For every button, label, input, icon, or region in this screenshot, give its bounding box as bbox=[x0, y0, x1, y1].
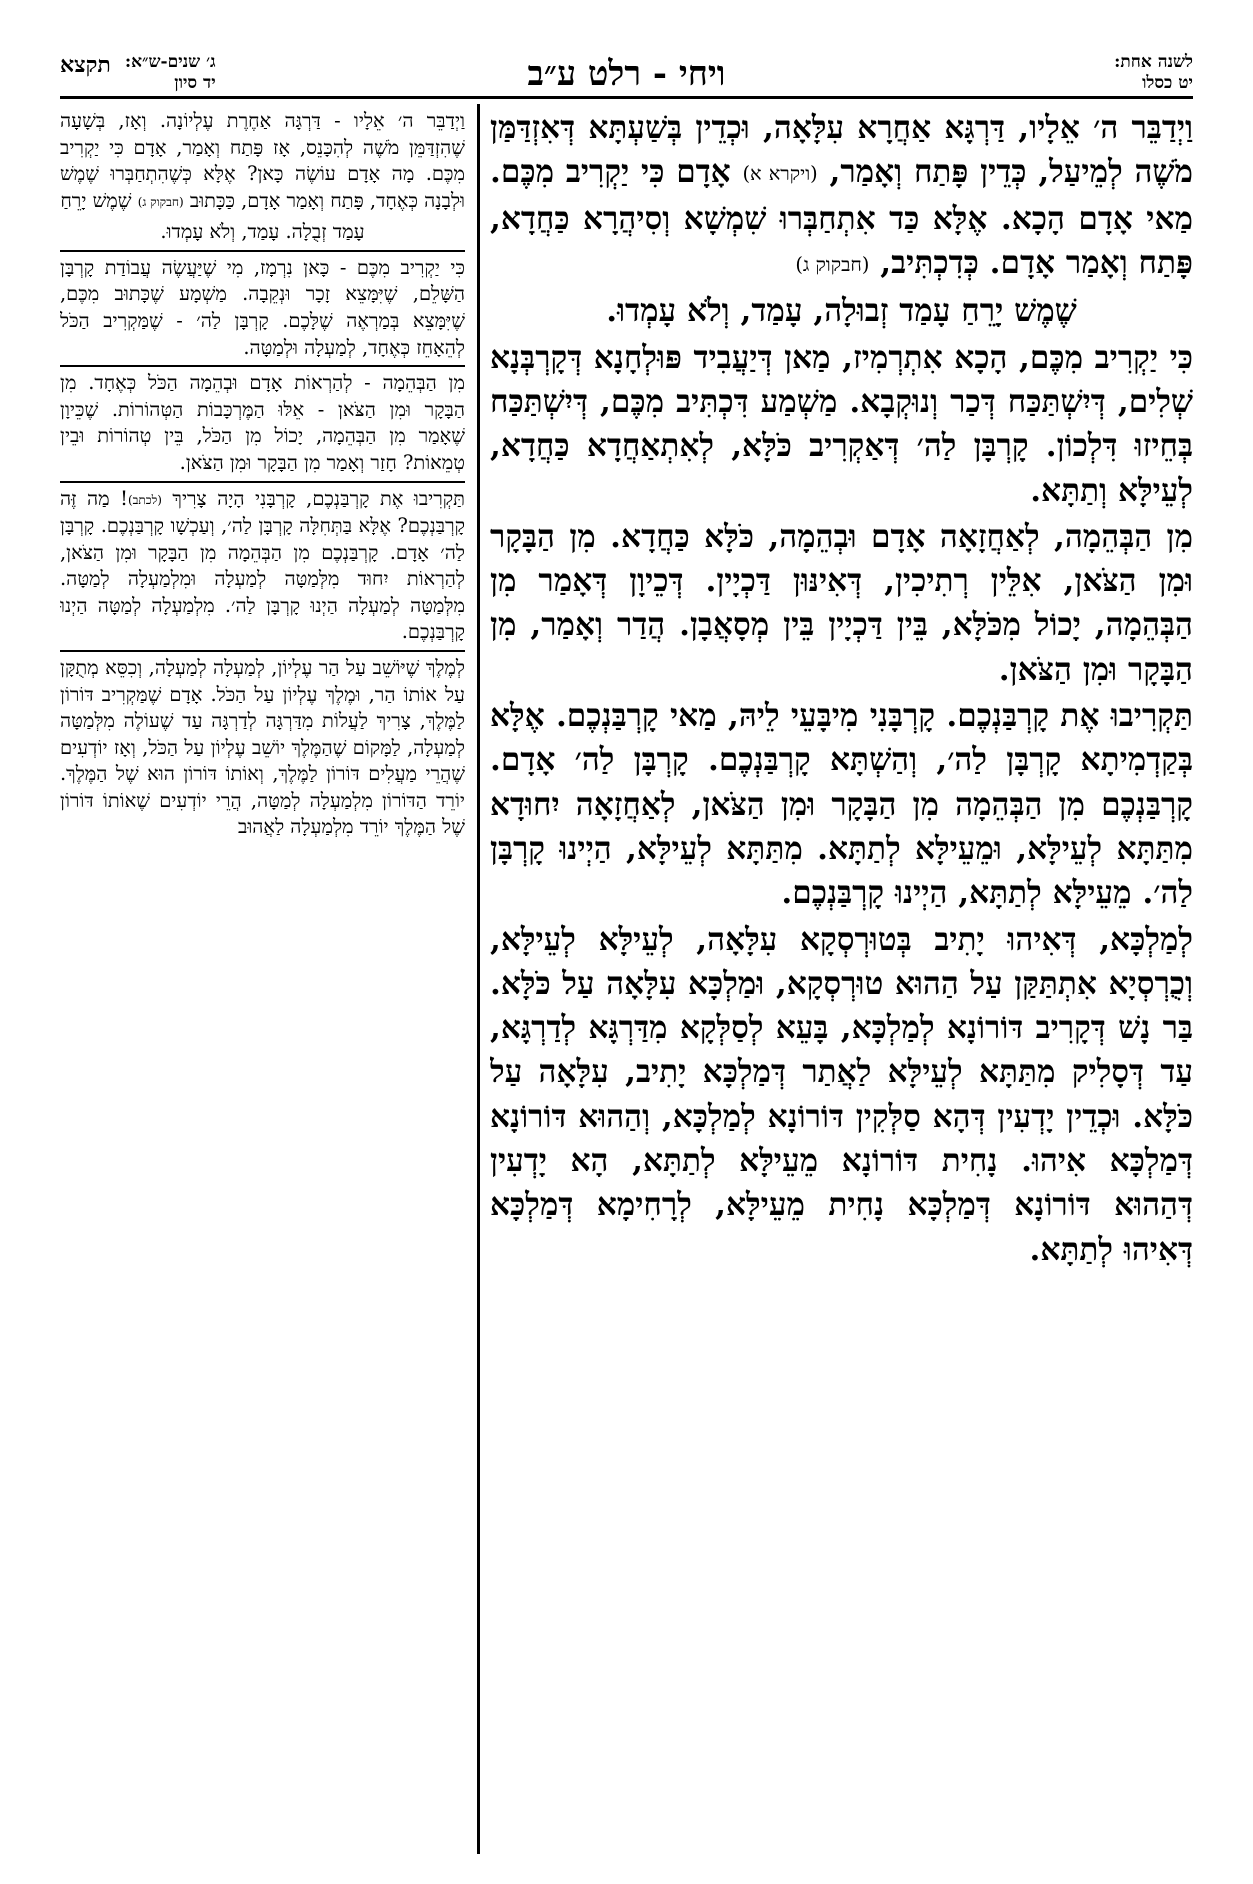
main-text: מִן הַבְּהֵמָה, לְאַחֲזָאָה אָדָם וּבְהֵמָה, כֹּלָּא כַּחֲדָא. מִן הַבָּקָר וּמִן הַצֹּאן, אִלֵּין רְתִיכִין, דְּאִינּוּן דַּכְיָין. דְּכֵיוָן דְּאָמַר מִן הַבְּהֵמָה, יָכוֹל מִכֹּלָּא, בֵּין דַּכְיָין בֵּין מְסָאֲבָן. הֲדַר וְאָמַר, מִן הַבָּקָר וּמִן הַצֹּאן. bbox=[490, 518, 1193, 688]
page-number: תקצא bbox=[60, 52, 111, 78]
translation-text: לְמֶלֶךְ שֶׁיּוֹשֵׁב עַל הַר עֶלְיוֹן, לְמַעְלָה לְמַעְלָה, וְכִסֵּא מְתֻקָּן עַל אוֹתוֹ הַר, וּמֶלֶךְ עֶלְיוֹן עַל הַכֹּל. אָדָם שֶׁמַּקְרִיב דּוֹרוֹן לַמֶּלֶךְ, צָרִיךְ לַעֲלוֹת מִדַּרְגָּה לְדַרְגָּה עַד שֶׁעוֹלֶה מִלְּמַטָּה לְמַעְלָה, לַמָּקוֹם שֶׁהַמֶּלֶךְ יוֹשֵׁב עֶלְיוֹן עַל הַכֹּל, וְאָז יוֹדְעִים שֶׁהֲרֵי מַעֲלִים דּוֹרוֹן לַמֶּלֶךְ, וְאוֹתוֹ דּוֹרוֹן הוּא שֶׁל הַמֶּלֶךְ. יוֹרֵד הַדּוֹרוֹן מִלְמַעְלָה לְמַטָּה, הֲרֵי יוֹדְעִים שֶׁאוֹתוֹ דּוֹרוֹן שֶׁל הַמֶּלֶךְ יוֹרֵד מִלְמַעְלָה לַאֲהוּב bbox=[60, 655, 465, 839]
main-text: לְמַלְכָּא, דְּאִיהוּ יָתִיב בְּטוּרְסְקָא עִלָּאָה, לְעֵילָּא לְעֵילָּא, וְכֻרְסְיָא אִתְתַּקַּן עַל הַהוּא טוּרְסְקָא, וּמַלְכָּא עִלָּאָה עַל כֹּלָּא. בַּר נָשׁ דְּקָרִיב דּוֹרוֹנָא לְמַלְכָּא, בָּעֵא לְסַלְּקָא מִדַּרְגָּא לְדַרְגָּא, עַד דְּסָלִיק מִתַּתָּא לְעֵילָּא לַאֲתַר דְּמַלְכָּא יָתִיב, עִלָּאָה עַל כֹּלָּא. וּכְדֵין יָדְעִין דְּהָא סַלְּקִין דּוֹרוֹנָא לְמַלְכָּא, וְהַהוּא דּוֹרוֹנָא דְּמַלְכָּא אִיהוּ. נָחִית דּוֹרוֹנָא מֵעֵילָּא לְתַתָּא, הָא יָדְעִין דְּהַהוּא דּוֹרוֹנָא דְּמַלְכָּא נָחִית מֵעֵילָּא, לְרָחִימָא דְּמַלְכָּא דְּאִיהוּ לְתַתָּא. bbox=[490, 921, 1193, 1268]
page-title: ויחי - רלט ע״ב bbox=[527, 54, 726, 94]
translation-text: שֶׁמֶשׁ יָרֵחַ bbox=[60, 188, 138, 212]
translation-paragraph bbox=[60, 250, 465, 361]
source-reference: (ויקרא א) bbox=[742, 162, 818, 186]
header-left-line2: יד סיון bbox=[174, 73, 216, 93]
source-reference: (לכתב) bbox=[127, 492, 162, 507]
main-paragraph bbox=[490, 289, 1193, 333]
main-text-column bbox=[490, 106, 1193, 1858]
main-paragraph bbox=[490, 106, 1193, 287]
translation-text: וַיְדַבֵּר ה׳ אֵלָיו - דַּרְגָּה אַחֶרֶת עֶלְיוֹנָה. וְאָז, בְּשָׁעָה שֶׁהִזְדַּמֵּן מֹשֶׁה לְהִכָּנֵס, אָז פָּתַח וְאָמַר, אָדָם כִּי יַקְרִיב מִכֶּם. מָה אָדָם עוֹשֶׂה כָּאן? אֶלָּא כְּשֶׁהִתְחַבְּרוּ שֶׁמֶשׁ וּלְבָנָה כְּאֶחָד, פָּתַח וְאָמַר אָדָם, כַּכָּתוּב bbox=[60, 109, 465, 212]
translation-text: ! מַה זֶּה קָרְבַּנְכֶם? אֶלָּא בַּתְּחִלָּה קָרְבָּן לַה׳, וְעַכְשָׁו קָרְבַּנְכֶם. קָרְבָּן לַה׳ אָדָם. קָרְבַּנְכֶם מִן הַבְּהֵמָה מִן הַבָּקָר וּמִן הַצֹּאן, לְהַרְאוֹת יִחוּד מִלְּמַטָּה לְמַעְלָה וּמִלְמַעְלָה לְמַטָּה. מִלְּמַטָּה לְמַעְלָה הַיְנוּ קָרְבָּן לַה׳. מִלְמַעְלָה לְמַטָּה הַיְנוּ קָרְבַּנְכֶם. bbox=[60, 486, 465, 644]
translation-paragraph bbox=[60, 650, 465, 841]
translation-text: מִן הַבְּהֵמָה - לְהַרְאוֹת אָדָם וּבְהֵמָה הַכֹּל כְּאֶחָד. מִן הַבָּקָר וּמִן הַצֹּאן - אֵלּוּ הַמֶּרְכָּבוֹת הַטְּהוֹרוֹת. שֶׁכֵּיוָן שֶׁאָמַר מִן הַבְּהֵמָה, יָכוֹל מִן הַכֹּל, בֵּין טְהוֹרוֹת וּבֵין טְמֵאוֹת? חָזַר וְאָמַר מִן הַבָּקָר וּמִן הַצֹּאן. bbox=[60, 371, 465, 474]
main-paragraph bbox=[490, 918, 1193, 1272]
translation-paragraph bbox=[60, 365, 465, 476]
header-right-line1: לשנה אחת: bbox=[1114, 52, 1193, 72]
source-reference: (חבקוק ג) bbox=[795, 253, 870, 277]
header-left-line1: ג׳ שנים-ש״א: bbox=[124, 52, 216, 72]
translation-paragraph bbox=[60, 481, 465, 646]
translation-paragraph bbox=[60, 108, 465, 215]
translation-column bbox=[60, 108, 465, 1858]
main-paragraph bbox=[490, 336, 1193, 513]
main-paragraph bbox=[490, 694, 1193, 915]
main-text: כִּי יַקְרִיב מִכֶּם, הָכָא אִתְרְמִיז, מַאן דְּיַעֲבִיד פּוּלְחָנָא דְּקָרְבְּנָא שְׁלִים, דְּיִשְׁתַּכַּח דְּכַר וְנוּקְבָא. מַשְׁמַע דִּכְתִּיב מִכֶּם, דְּיִשְׁתַּכַּח בְּחֵיזוּ דִּלְכוֹן. קָרְבָּן לַה׳ דְּאַקְרִיב כֹּלָּא, לְאִתְאַחֲדָא כַּחֲדָא, לְעֵילָּא וְתַתָּא. bbox=[490, 339, 1193, 509]
source-reference: (חבקוק ג) bbox=[137, 194, 184, 209]
translation-text: כִּי יַקְרִיב מִכֶּם - כָּאן נִרְמָז, מִי שֶׁיַּעֲשֶׂה עֲבוֹדַת קָרְבָּן הַשָּׁלֵם, שֶׁיִּמָּצֵא זָכָר וּנְקֵבָה. מַשְׁמָע שֶׁכָּתוּב מִכֶּם, שֶׁיִּמָּצֵא בְּמַרְאֶה שֶׁלָּכֶם. קָרְבָּן לַה׳ - שֶׁמַּקְרִיב הַכֹּל לְהֵאָחֵז כְּאֶחָד, לְמַעְלָה וּלְמַטָּה. bbox=[60, 255, 465, 359]
header-right-line2: יט כסלו bbox=[1142, 73, 1193, 93]
main-paragraph bbox=[490, 515, 1193, 692]
header-right-block bbox=[1114, 52, 1193, 94]
main-text: שֶׁמֶשׁ יָרֵחַ עָמַד זְבוּלָה, עָמַד, וְלֹא עָמְדוּ. bbox=[606, 293, 1077, 330]
translation-text: תַּקְרִיבוּ אֶת קָרְבַּנְכֶם, קָרְבָּנִי הָיָה צָרִיךְ bbox=[161, 486, 465, 510]
translation-text: עָמַד זְבֻלָה. עָמַד, וְלֹא עָמְדוּ. bbox=[160, 220, 365, 244]
main-text: וַיְדַבֵּר ה׳ אֵלָיו, דַּרְגָּא אַחֲרָא עִלָּאָה, וּכְדֵין בְּשַׁעְתָּא דְּאִזְדַּמַּן מֹשֶׁה לְמֵיעַל, כְּדֵין פָּתַח וְאָמַר, bbox=[490, 110, 1193, 191]
main-text: תַּקְרִיבוּ אֶת קָרְבַּנְכֶם. קָרְבָּנִי מִיבָּעֵי לֵיהּ, מַאי קָרְבַּנְכֶם. אֶלָּא בְּקַדְמִיתָא קָרְבָּן לַה׳, וְהַשְׁתָּא קָרְבַּנְכֶם. קָרְבָּן לַה׳ אָדָם. קָרְבַּנְכֶם מִן הַבְּהֵמָה מִן הַבָּקָר וּמִן הַצֹּאן, לְאַחֲזָאָה יִחוּדָא מִתַּתָּא לְעֵילָּא, וּמֵעֵילָּא לְתַתָּא. מִתַּתָּא לְעֵילָּא, הַיְינוּ קָרְבָּן לַה׳. מֵעֵילָּא לְתַתָּא, הַיְינוּ קָרְבַּנְכֶם. bbox=[490, 698, 1193, 912]
column-divider bbox=[477, 104, 480, 1854]
main-text: אָדָם כִּי יַקְרִיב מִכֶּם. מַאי אָדָם הָכָא. אֶלָּא כַּד אִתְחַבְּרוּ שִׁמְשָׁא וְסִיהֲרָא כַּחֲדָא, פָּתַח וְאָמַר אָדָם. כְּדִכְתִּיב, bbox=[490, 154, 1193, 281]
page-header bbox=[60, 52, 1193, 99]
translation-paragraph bbox=[60, 219, 465, 246]
